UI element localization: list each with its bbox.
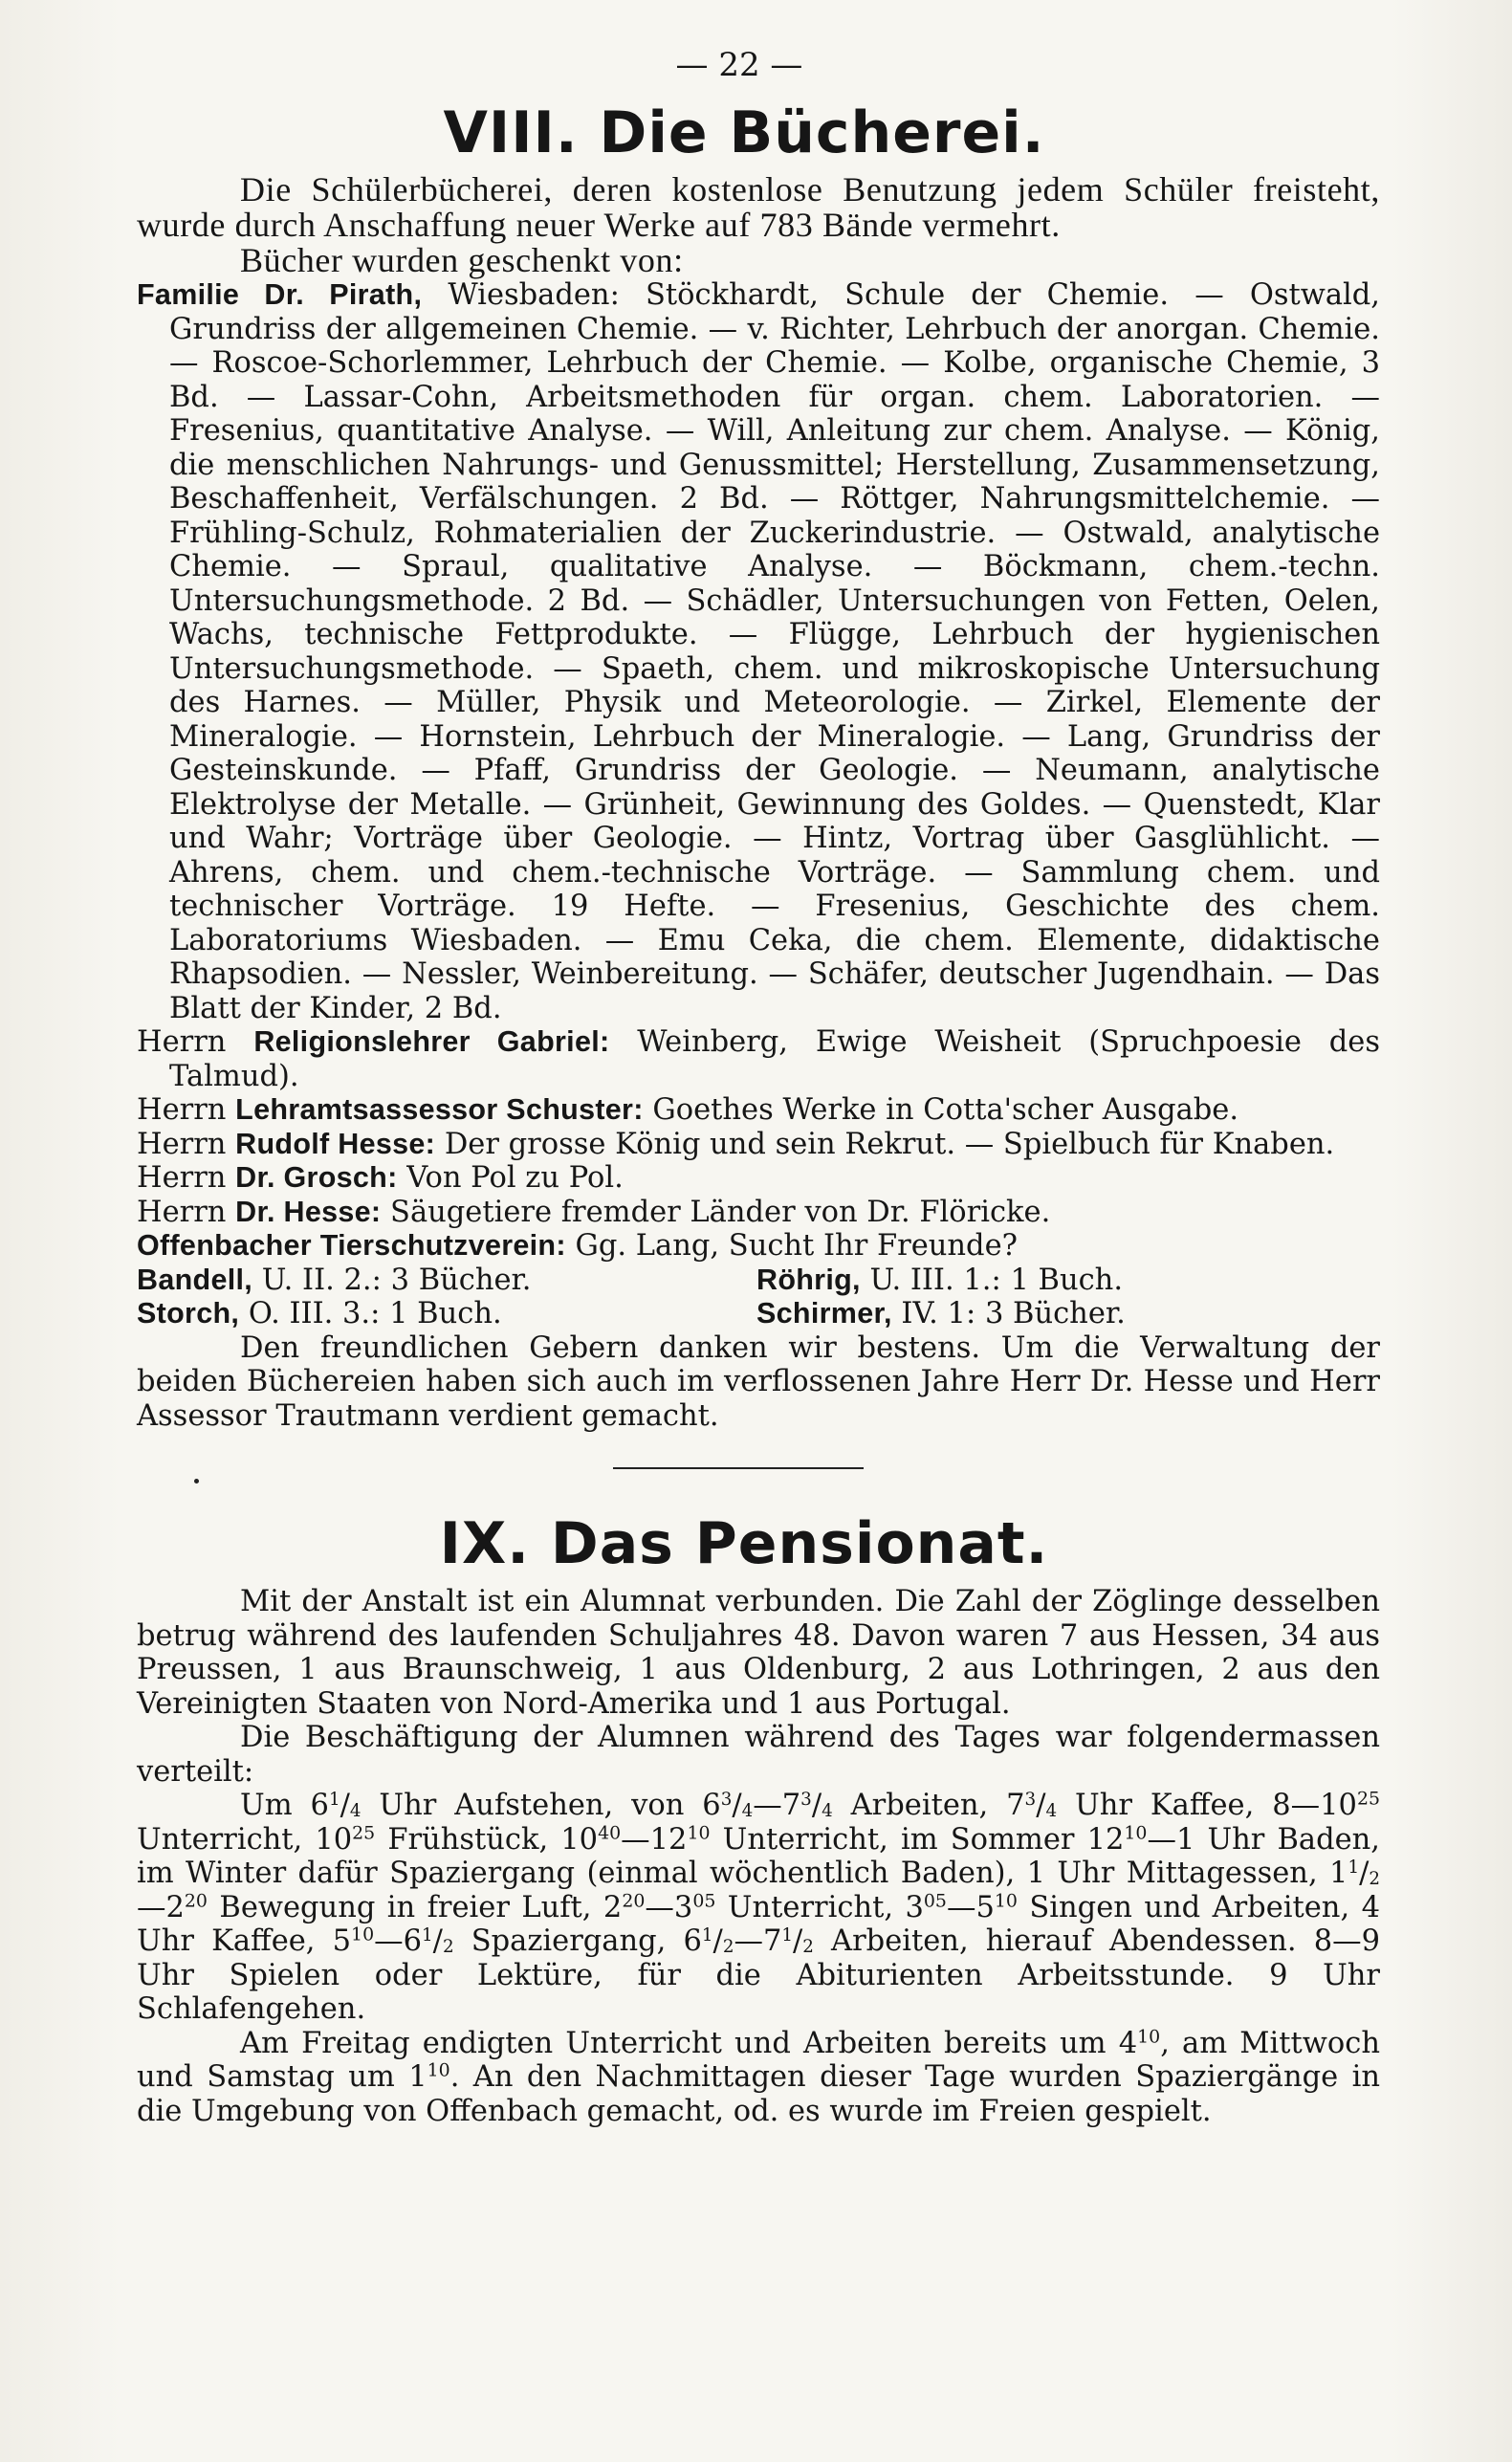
schedule-text: —3 — [645, 1890, 693, 1924]
schedule-text: —5 — [946, 1890, 995, 1924]
time-minutes: 40 — [598, 1822, 622, 1844]
donor-schuster — [137, 1093, 1380, 1128]
time-minutes: 05 — [692, 1890, 716, 1912]
pupil-name: Röhrig, — [756, 1263, 861, 1296]
donor-tierschutzverein — [137, 1229, 1380, 1264]
stray-dot — [194, 1479, 199, 1484]
pupil-donor — [756, 1264, 1380, 1298]
schedule-text: Singen und Arbeiten, 4 Uhr Kaffee, 5 — [137, 1890, 1380, 1958]
schedule-text: Uhr Kaffee, 8—10 — [1057, 1789, 1357, 1822]
donor-prefix: Herrn — [137, 1161, 236, 1195]
fraction: $^1/_2$ — [701, 1924, 734, 1958]
time-minutes: 10 — [1124, 1822, 1148, 1844]
schedule-text: —7 — [753, 1789, 801, 1822]
schedule-text: —12 — [621, 1822, 688, 1857]
donor-books: Gg. Lang, Sucht Ihr Freunde? — [565, 1229, 1018, 1263]
donor-books: Von Pol zu Pol. — [397, 1161, 624, 1195]
fraction-denominator: 4 — [741, 1800, 754, 1821]
section-8-title: VIII. Die Bücherei. — [443, 99, 1045, 166]
library-intro: Die Schülerbücherei, deren kostenlose Benutzung jedem Schüler freisteht, wurde durch Anschaffung neuer Werke auf 783 Bände vermehrt. — [137, 170, 1380, 244]
donor-city: Wiesbaden: — [422, 278, 620, 312]
fraction-numerator: 3 — [1024, 1789, 1037, 1810]
donor-name: Dr. Grosch: — [235, 1161, 398, 1194]
schedule-text: Bewegung in freier Luft, 2 — [207, 1890, 623, 1924]
pupil-donor — [756, 1297, 1380, 1331]
fraction: $^1/_4$ — [328, 1789, 362, 1822]
daily-routine-intro: Die Beschäftigung der Alumnen während des Tages war folgendermassen verteilt: — [137, 1721, 1380, 1789]
fraction-denominator: 2 — [722, 1936, 734, 1957]
fraction-denominator: 4 — [1045, 1800, 1058, 1821]
time-minutes: 10 — [994, 1890, 1018, 1912]
fraction-numerator: 1 — [701, 1924, 713, 1945]
fraction: $^1/_2$ — [781, 1924, 814, 1958]
schedule-text: —2 — [137, 1890, 185, 1924]
fraction: $^1/_2$ — [422, 1924, 454, 1958]
donor-grosch — [137, 1161, 1380, 1196]
fraction-numerator: 3 — [800, 1789, 812, 1810]
fraction: $^3/_4$ — [800, 1789, 833, 1822]
pupil-donor — [137, 1297, 756, 1331]
daily-schedule — [137, 1789, 1380, 2027]
pupil-donor — [137, 1264, 756, 1298]
donor-pirath — [137, 278, 1380, 1025]
time-minutes: 10 — [687, 1822, 711, 1844]
donor-prefix: Herrn — [137, 1127, 236, 1161]
gifts-intro: Bücher wurden geschenkt von: — [240, 241, 684, 279]
friday-schedule — [137, 2027, 1380, 2129]
time-minutes: 25 — [1356, 1788, 1380, 1810]
pupil-gift: IV. 1: 3 Bücher. — [891, 1297, 1126, 1330]
fraction-numerator: 1 — [422, 1924, 433, 1945]
donor-prefix: Herrn — [137, 1093, 236, 1127]
time-minutes: 10 — [351, 1923, 375, 1945]
schedule-text: Arbeiten, 7 — [832, 1789, 1025, 1822]
time-minutes: 10 — [427, 2059, 450, 2081]
schedule-text: —7 — [734, 1924, 782, 1958]
time-minutes: 25 — [352, 1822, 376, 1844]
schedule-text: Um 6 — [240, 1789, 329, 1822]
schedule-text: Unterricht, im Sommer 12 — [710, 1822, 1125, 1857]
schedule-text: Arbeiten, hierauf Abendessen. 8—9 Uhr Spielen oder Lektüre, für die Abiturienten Arbeitsstunde. 9 Uhr Schlafengehen. — [137, 1924, 1381, 2026]
boarding-intro: Mit der Anstalt ist ein Alumnat verbunden. Die Zahl der Zöglinge desselben betrug während des laufenden Schuljahres 48. Davon waren 7 aus Hessen, 34 aus Preussen, 1 aus Braunschweig, 1 aus Oldenburg, 2 aus Lothringen, 2 aus den Vereinigten Staaten von Nord-Amerika und 1 aus Portugal. — [137, 1585, 1380, 1721]
donor-prefix: Herrn — [137, 1195, 236, 1229]
donor-name: Lehramtsassessor Schuster: — [235, 1093, 644, 1126]
pupil-donors-row-2 — [137, 1297, 1380, 1331]
fraction-numerator: 1 — [1348, 1857, 1360, 1878]
section-separator — [137, 1433, 1380, 1504]
time-minutes: 05 — [923, 1890, 947, 1912]
fraction: $^3/_4$ — [720, 1789, 754, 1822]
separator-rule — [613, 1467, 864, 1469]
pupil-name: Bandell, — [137, 1263, 253, 1296]
time-minutes: 20 — [622, 1890, 646, 1912]
fraction-numerator: 1 — [328, 1789, 340, 1810]
donor-dr-hesse — [137, 1196, 1380, 1230]
fraction-denominator: 4 — [822, 1800, 833, 1821]
fraction-numerator: 3 — [720, 1789, 733, 1810]
pupil-gift: U. III. 1.: 1 Buch. — [860, 1263, 1124, 1297]
schedule-text: —1 Uhr Baden, im Winter dafür Spaziergang (einmal wöchentlich Baden), 1 Uhr Mittagessen, 1 — [137, 1822, 1380, 1890]
time-minutes: 20 — [184, 1890, 208, 1912]
page-content — [137, 36, 1380, 2128]
schedule-text: Spaziergang, 6 — [453, 1924, 702, 1958]
fraction-denominator: 4 — [349, 1800, 362, 1821]
schedule-text: . An den Nachmittagen dieser Tage wurden Spaziergänge in die Umgebung von Offenbach gemacht, od. es wurde im Freien gespielt. — [137, 2060, 1380, 2128]
donor-books: Säugetiere fremder Länder von Dr. Flöricke. — [381, 1195, 1051, 1229]
donor-name: Familie Dr. Pirath, — [137, 278, 423, 311]
pupil-gift: U. II. 2.: 3 Bücher. — [252, 1263, 532, 1297]
schedule-text: —6 — [374, 1924, 423, 1958]
pupil-gift: O. III. 3.: 1 Buch. — [239, 1297, 502, 1330]
donor-books: Weinberg, Ewige Weisheit (Spruchpoesie des Talmud). — [169, 1025, 1380, 1093]
schedule-text: , am Mittwoch und Samstag um 1 — [137, 2026, 1380, 2094]
fraction: $^1/_2$ — [1348, 1857, 1380, 1890]
fraction-denominator: 2 — [802, 1936, 814, 1957]
donor-name: Offenbacher Tierschutzverein: — [137, 1229, 566, 1262]
donor-books: Der grosse König und sein Rekrut. — Spielbuch für Knaben. — [435, 1127, 1335, 1161]
page-number: — 22 — — [675, 46, 803, 84]
fraction-numerator: 1 — [781, 1924, 793, 1945]
donor-gabriel — [137, 1025, 1380, 1093]
time-minutes: 10 — [1137, 2026, 1161, 2048]
schedule-text: Am Freitag endigten Unterricht und Arbeiten bereits um 4 — [240, 2026, 1138, 2060]
donor-name: Rudolf Hesse: — [235, 1127, 436, 1160]
pupil-donors-row-1 — [137, 1264, 1380, 1298]
thanks-paragraph: Den freundlichen Gebern danken wir bestens. Um die Verwaltung der beiden Büchereien haben sich auch im verflossenen Jahre Herr Dr. Hesse und Herr Assessor Trautmann verdient gemacht. — [137, 1330, 1380, 1433]
schedule-text: Frühstück, 10 — [375, 1822, 599, 1857]
donor-name: Dr. Hesse: — [235, 1195, 382, 1228]
section-9-title: IX. Das Pensionat. — [439, 1510, 1049, 1577]
schedule-text: Unterricht, 3 — [715, 1890, 924, 1924]
donor-rudolf-hesse — [137, 1128, 1380, 1162]
schedule-text: Unterricht, 10 — [137, 1822, 353, 1857]
fraction: $^3/_4$ — [1024, 1789, 1058, 1822]
pupil-name: Schirmer, — [756, 1297, 892, 1330]
donor-prefix: Herrn — [137, 1025, 254, 1059]
donor-books: Goethes Werke in Cotta'scher Ausgabe. — [643, 1093, 1239, 1127]
pupil-name: Storch, — [137, 1297, 240, 1330]
donor-books: Stöckhardt, Schule der Chemie. — Ostwald, Grundriss der allgemeinen Chemie. — v. Richter, Lehrbuch der anorgan. Chemie. — Roscoe-Schorlemmer, Lehrbuch der Chemie. — Kolbe, organische Chemie, 3 Bd. — Lassar-Cohn, Arbeitsmethoden für organ. chem. Laboratorien. — Fresenius, quantitative Analyse. — Will, Anleitung zur chem. Analyse. — König, die menschlichen Nahrungs- und Genussmittel; Herstellung, Zusammensetzung, Beschaffenheit, Verfälschungen. 2 Bd. — Röttger, Nahrungsmittelchemie. — Frühling-Schulz, Rohmaterialien der Zuckerindustrie. — Ostwald, analytische Chemie. — Spraul, qualitative Analyse. — Böckmann, chem.-techn. Untersuchungsmethode. 2 Bd. — Schädler, Untersuchungen von Fetten, Oelen, Wachs, technische Fettprodukte. — Flügge, Lehrbuch der hygienischen Untersuchungsmethode. — Spaeth, chem. und mikroskopische Untersuchung des Harnes. — Müller, Physik und Meteorologie. — Zirkel, Elemente der Mineralogie. — Hornstein, Lehrbuch der Mineralogie. — Lang, Grundriss der Gesteinskunde. — Pfaff, Grundriss der Geologie. — Neumann, analytische Elektrolyse der Metalle. — Grünheit, Gewinnung des Goldes. — Quenstedt, Klar und Wahr; Vorträge über Geologie. — Hintz, Vortrag über Gasglühlicht. — Ahrens, chem. und chem.-technische Vorträge. — Sammlung chem. und technischer Vorträge. 19 Hefte. — Fresenius, Geschichte des chem. Laboratoriums Wiesbaden. — Emu Ceka, die chem. Elemente, didaktische Rhapsodien. — Nessler, Weinbereitung. — Schäfer, deutscher Jugendhain. — Das Blatt der Kinder, 2 Bd. — [169, 278, 1381, 1025]
fraction-denominator: 2 — [1369, 1868, 1380, 1889]
donor-name: Religionslehrer Gabriel: — [253, 1025, 610, 1058]
fraction-denominator: 2 — [442, 1936, 454, 1957]
schedule-text: Uhr Aufstehen, von 6 — [361, 1789, 721, 1822]
